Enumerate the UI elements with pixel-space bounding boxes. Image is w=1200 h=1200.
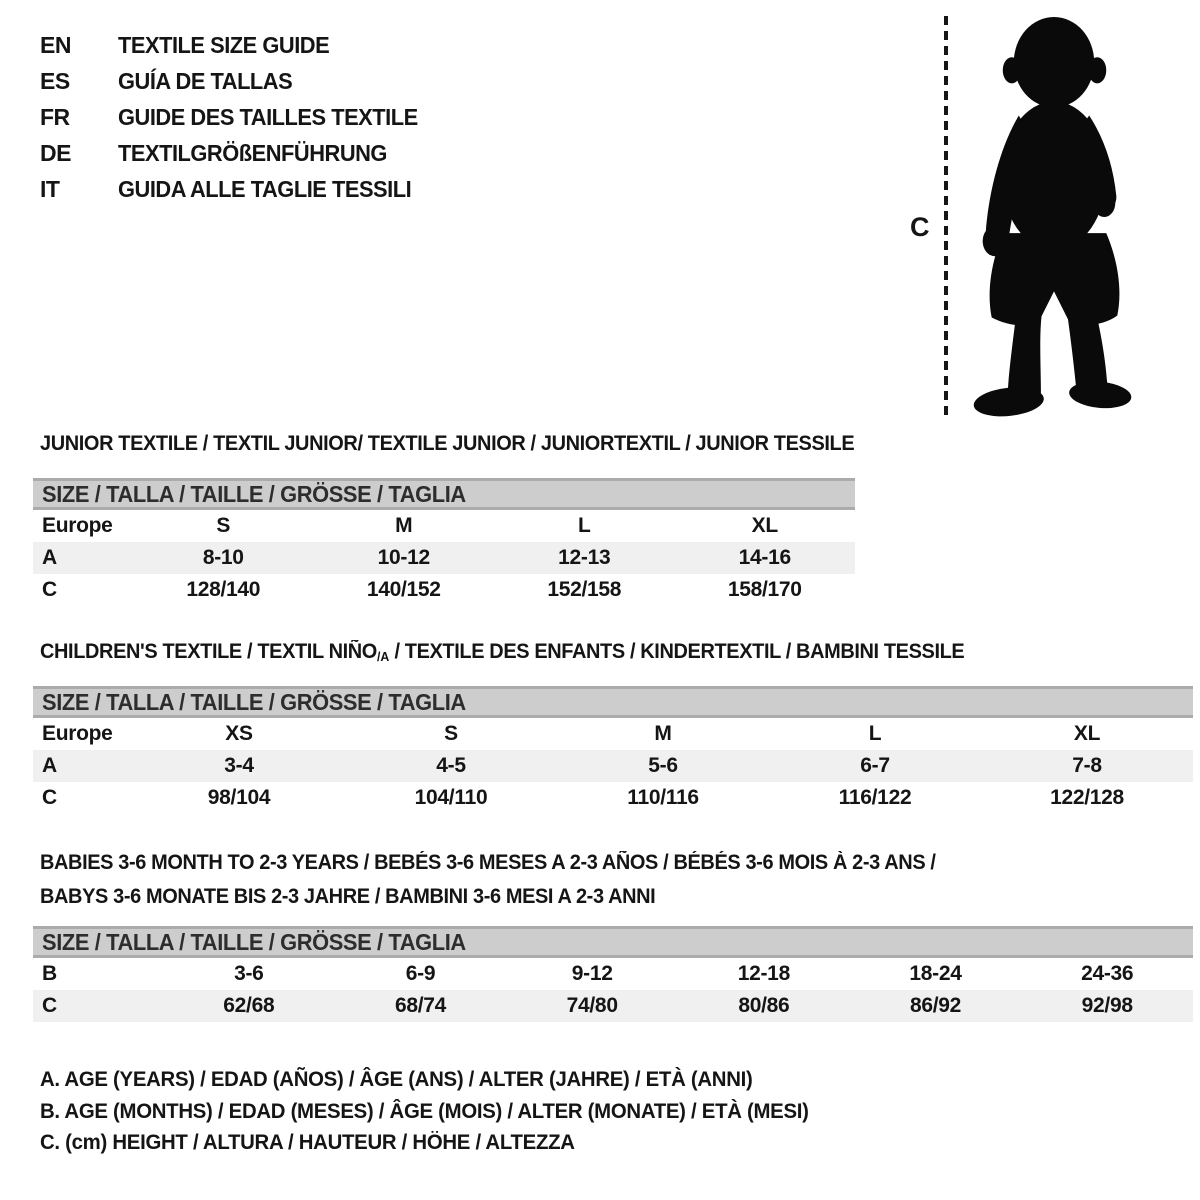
row-label: A bbox=[42, 754, 57, 777]
table-cell: XL bbox=[751, 514, 778, 537]
table-cell: M bbox=[395, 514, 413, 537]
guide-title-es: GUÍA DE TALLAS bbox=[118, 67, 293, 94]
row-label: Europe bbox=[42, 514, 113, 537]
language-code: IT bbox=[40, 175, 60, 202]
table-cell: M bbox=[654, 722, 672, 745]
children-size-table bbox=[33, 686, 1193, 814]
size-header-label: SIZE / TALLA / TAILLE / GRÖSSE / TAGLIA bbox=[42, 928, 466, 955]
table-cell: 152/158 bbox=[547, 578, 622, 601]
silhouette-head bbox=[1014, 17, 1094, 107]
table-cell: S bbox=[216, 514, 231, 537]
language-title-list bbox=[40, 27, 434, 207]
table-cell: L bbox=[868, 722, 882, 745]
guide-title-de: TEXTILGRÖßENFÜHRUNG bbox=[118, 139, 387, 166]
children-section-heading bbox=[40, 640, 964, 664]
table-cell: 62/68 bbox=[223, 994, 275, 1017]
babies-heading-line2: BABYS 3-6 MONATE BIS 2-3 JAHRE / BAMBINI 3-6 MESI A 2-3 ANNI bbox=[40, 885, 656, 908]
size-header-band bbox=[33, 686, 1193, 718]
table-cell: 6-9 bbox=[405, 962, 436, 985]
size-header-band bbox=[33, 478, 855, 510]
language-row-de bbox=[40, 135, 434, 171]
table-cell: 158/170 bbox=[727, 578, 802, 601]
row-label: C bbox=[42, 578, 57, 601]
language-code: DE bbox=[40, 139, 71, 166]
language-row-fr bbox=[40, 99, 434, 135]
language-row-es bbox=[40, 63, 434, 99]
guide-title-it: GUIDA ALLE TAGLIE TESSILI bbox=[118, 175, 412, 202]
table-cell: 74/80 bbox=[566, 994, 618, 1017]
height-measure-label: C bbox=[910, 212, 930, 242]
table-row-europe bbox=[33, 510, 855, 542]
table-row-age-years bbox=[33, 750, 1193, 782]
language-code: ES bbox=[40, 67, 70, 94]
table-cell: 68/74 bbox=[394, 994, 447, 1017]
table-cell: 110/116 bbox=[627, 786, 699, 809]
babies-size-table bbox=[33, 926, 1193, 1022]
junior-size-table bbox=[33, 478, 855, 606]
table-cell: 3-4 bbox=[224, 754, 254, 777]
row-label: C bbox=[42, 994, 57, 1017]
table-cell: 98/104 bbox=[207, 786, 271, 809]
children-heading-post: / TEXTILE DES ENFANTS / KINDERTEXTIL / BAMBINI TESSILE bbox=[389, 640, 965, 663]
table-cell: 12-18 bbox=[737, 962, 790, 985]
table-row-age-years bbox=[33, 542, 855, 574]
table-cell: 10-12 bbox=[377, 546, 430, 569]
height-measure-dashed-line bbox=[944, 16, 948, 416]
table-cell: S bbox=[444, 722, 458, 745]
table-cell: 24-36 bbox=[1081, 962, 1134, 985]
table-row-height-cm bbox=[33, 990, 1193, 1022]
legend-age-years: A. AGE (YEARS) / EDAD (AÑOS) / ÂGE (ANS) / ALTER (JAHRE) / ETÀ (ANNI) bbox=[40, 1068, 753, 1091]
table-cell: 7-8 bbox=[1072, 754, 1102, 777]
table-cell: XS bbox=[225, 722, 253, 745]
children-heading-subscript: /A bbox=[376, 649, 390, 664]
babies-section-heading bbox=[40, 846, 983, 914]
table-row-height-cm bbox=[33, 782, 1193, 814]
table-row-age-months bbox=[33, 958, 1193, 990]
row-label: C bbox=[42, 786, 57, 809]
size-header-band bbox=[33, 926, 1193, 958]
table-cell: 14-16 bbox=[738, 546, 791, 569]
guide-title-fr: GUIDE DES TAILLES TEXTILE bbox=[118, 103, 418, 130]
children-heading-pre: CHILDREN'S TEXTILE / TEXTIL NIÑO bbox=[40, 640, 377, 663]
table-cell: 140/152 bbox=[366, 578, 441, 601]
table-cell: 116/122 bbox=[838, 786, 912, 809]
measurement-legend bbox=[40, 1064, 832, 1159]
table-cell: 92/98 bbox=[1081, 994, 1133, 1017]
table-row-europe bbox=[33, 718, 1193, 750]
language-code: FR bbox=[40, 103, 70, 130]
size-header-label: SIZE / TALLA / TAILLE / GRÖSSE / TAGLIA bbox=[42, 480, 466, 507]
table-cell: 4-5 bbox=[436, 754, 466, 777]
table-cell: 12-13 bbox=[558, 546, 611, 569]
legend-height-cm: C. (cm) HEIGHT / ALTURA / HAUTEUR / HÖHE / ALTEZZA bbox=[40, 1131, 575, 1154]
table-cell: 122/128 bbox=[1050, 786, 1124, 809]
legend-age-months: B. AGE (MONTHS) / EDAD (MESES) / ÂGE (MOIS) / ALTER (MONATE) / ETÀ (MESI) bbox=[40, 1099, 809, 1123]
table-cell: 9-12 bbox=[571, 962, 613, 985]
guide-title-en: TEXTILE SIZE GUIDE bbox=[118, 31, 330, 58]
table-cell: 3-6 bbox=[234, 962, 264, 985]
row-label: B bbox=[42, 962, 57, 985]
toddler-silhouette-image bbox=[958, 10, 1150, 420]
table-row-height-cm bbox=[33, 574, 855, 606]
table-cell: 6-7 bbox=[860, 754, 890, 777]
language-row-it bbox=[40, 171, 434, 207]
table-cell: 8-10 bbox=[202, 546, 244, 569]
language-row-en bbox=[40, 27, 434, 63]
table-cell: 128/140 bbox=[186, 578, 261, 601]
table-cell: 104/110 bbox=[414, 786, 488, 809]
babies-heading-line1: BABIES 3-6 MONTH TO 2-3 YEARS / BEBÉS 3-6 MESES A 2-3 AÑOS / BÉBÉS 3-6 MOIS À 2-3 ANS / bbox=[40, 851, 936, 874]
table-cell: 86/92 bbox=[909, 994, 962, 1017]
language-code: EN bbox=[40, 31, 71, 58]
table-cell: 80/86 bbox=[738, 994, 790, 1017]
size-header-label: SIZE / TALLA / TAILLE / GRÖSSE / TAGLIA bbox=[42, 688, 466, 715]
table-cell: 5-6 bbox=[648, 754, 678, 777]
table-cell: 18-24 bbox=[909, 962, 962, 985]
table-cell: L bbox=[577, 514, 591, 537]
junior-section-heading: JUNIOR TEXTILE / TEXTIL JUNIOR/ TEXTILE JUNIOR / JUNIORTEXTIL / JUNIOR TESSILE bbox=[40, 432, 855, 455]
row-label: A bbox=[42, 546, 57, 569]
row-label: Europe bbox=[42, 722, 113, 745]
table-cell: XL bbox=[1073, 722, 1101, 745]
